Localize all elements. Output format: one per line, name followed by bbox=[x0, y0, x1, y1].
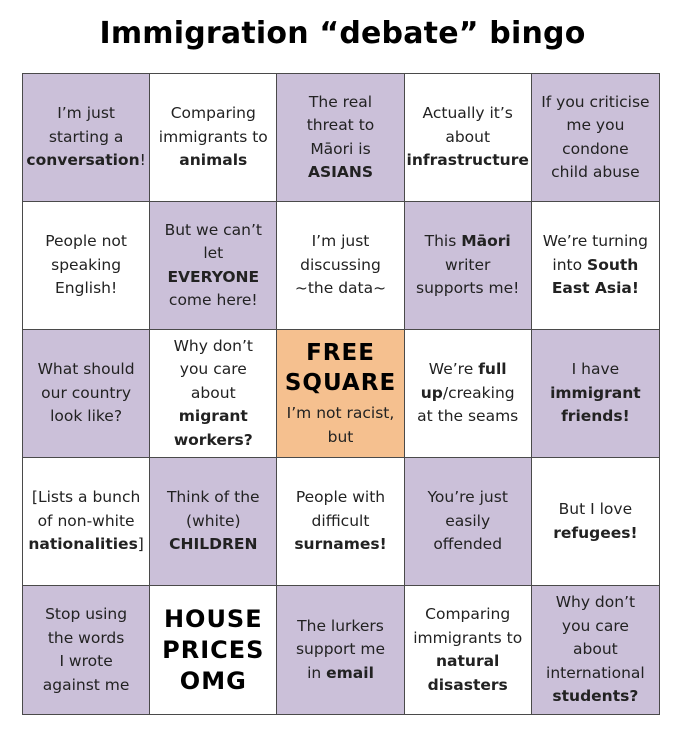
cell-text-line bbox=[551, 161, 640, 185]
cell-text: starting a bbox=[48, 127, 124, 146]
cell-text-line bbox=[191, 382, 236, 406]
cell-text: Actually it’s bbox=[422, 104, 513, 123]
cell-text: support me bbox=[295, 640, 386, 659]
cell-text: What should bbox=[37, 360, 135, 379]
cell-text-line bbox=[543, 230, 648, 254]
cell-text-line bbox=[445, 126, 490, 150]
cell-text: [Lists a bunch bbox=[31, 488, 141, 507]
cell-text: I wrote bbox=[59, 652, 113, 670]
cell-text-line bbox=[553, 522, 637, 546]
cell-text: But I love bbox=[558, 500, 633, 518]
cell-emphasis-text: Māori bbox=[461, 232, 511, 251]
cell-text-line bbox=[307, 662, 374, 686]
bingo-cell bbox=[150, 458, 277, 586]
cell-text-line bbox=[45, 603, 127, 627]
cell-emphasis-text: EVERYONE bbox=[167, 267, 260, 286]
cell-text-line bbox=[425, 603, 510, 627]
cell-text: If you criticise bbox=[541, 92, 650, 111]
cell-text-line bbox=[433, 533, 502, 557]
cell-text: I’m not racist, bbox=[286, 404, 395, 422]
cell-text-line bbox=[556, 591, 635, 615]
cell-text: We’re bbox=[428, 360, 479, 379]
cell-text: The real bbox=[308, 92, 373, 111]
bingo-cell bbox=[277, 458, 404, 586]
cell-text: discussing bbox=[300, 255, 381, 274]
cell-text-line bbox=[164, 604, 263, 635]
cell-text: let bbox=[203, 244, 224, 262]
cell-text-line bbox=[310, 138, 370, 162]
cell-text: threat to bbox=[306, 116, 375, 134]
cell-text: You’re just bbox=[427, 488, 508, 507]
cell-text-line bbox=[417, 405, 518, 429]
cell-text-line bbox=[328, 426, 354, 450]
cell-text: People not bbox=[45, 232, 127, 251]
cell-text: Why don’t bbox=[555, 593, 636, 612]
page-title: Immigration “debate” bingo bbox=[99, 16, 586, 51]
cell-text: But we can’t bbox=[164, 220, 263, 239]
cell-emphasis-text: conversation bbox=[26, 151, 140, 170]
cell-text-line bbox=[436, 650, 499, 674]
cell-text-line bbox=[573, 638, 618, 662]
cell-text-line bbox=[169, 289, 258, 313]
cell-text-line bbox=[162, 635, 264, 666]
cell-text-line bbox=[552, 254, 638, 278]
cell-text-line bbox=[55, 277, 117, 301]
cell-text-line bbox=[174, 429, 253, 453]
cell-emphasis-text: nationalities bbox=[28, 535, 138, 554]
bingo-cell bbox=[150, 586, 277, 714]
bingo-cell bbox=[277, 74, 404, 202]
cell-emphasis-text: workers? bbox=[173, 430, 253, 449]
cell-text: of non-white bbox=[37, 511, 135, 530]
bingo-cell bbox=[405, 458, 532, 586]
bingo-cell bbox=[23, 202, 150, 330]
cell-text: Māori is bbox=[310, 139, 371, 158]
cell-text: ! bbox=[139, 151, 146, 170]
cell-text: supports me! bbox=[416, 279, 520, 298]
cell-text-line bbox=[425, 230, 511, 254]
cell-text-line bbox=[309, 91, 372, 115]
cell-text-line bbox=[50, 405, 122, 429]
cell-text-line bbox=[171, 102, 256, 126]
bingo-cell bbox=[23, 586, 150, 714]
bingo-cell bbox=[532, 202, 659, 330]
cell-text-line bbox=[51, 254, 121, 278]
bingo-cell bbox=[277, 202, 404, 330]
cell-text-line bbox=[421, 382, 515, 406]
cell-text-line bbox=[312, 230, 370, 254]
cell-emphasis-text: disasters bbox=[427, 675, 508, 694]
cell-text: our country bbox=[41, 383, 132, 402]
cell-text: come here! bbox=[168, 291, 258, 309]
cell-text-line bbox=[169, 533, 257, 557]
cell-text-line bbox=[445, 510, 490, 534]
bingo-cell bbox=[532, 330, 659, 458]
cell-text-line bbox=[429, 358, 507, 382]
cell-text: at the seams bbox=[417, 407, 519, 426]
cell-text-line bbox=[423, 102, 513, 126]
cell-text: speaking bbox=[51, 255, 122, 274]
cell-emphasis-text: ASIANS bbox=[307, 163, 374, 181]
cell-text-line bbox=[294, 533, 386, 557]
cell-emphasis-text: refugees! bbox=[553, 523, 638, 542]
bingo-cell bbox=[405, 330, 532, 458]
bingo-cell bbox=[277, 586, 404, 714]
cell-emphasis-text: email bbox=[326, 663, 374, 682]
cell-text-line bbox=[32, 486, 140, 510]
cell-text: Stop using bbox=[45, 605, 128, 623]
cell-text: /creaking bbox=[442, 383, 515, 402]
cell-text: about bbox=[445, 127, 491, 146]
cell-text-line bbox=[167, 486, 260, 510]
cell-text: Comparing bbox=[425, 605, 511, 623]
cell-text: about bbox=[573, 640, 618, 659]
free-square-heading: FREE bbox=[306, 340, 375, 366]
cell-emphasis-text: immigrant bbox=[550, 383, 641, 402]
cell-text: condone bbox=[562, 139, 629, 158]
cell-text-line bbox=[546, 662, 645, 686]
cell-emphasis-text: animals bbox=[179, 151, 248, 170]
cell-text: ~the data~ bbox=[294, 279, 387, 298]
cell-text-line bbox=[562, 615, 629, 639]
bingo-cell bbox=[532, 458, 659, 586]
cell-text-line bbox=[297, 615, 384, 639]
cell-text-line bbox=[45, 230, 127, 254]
cell-text-line bbox=[572, 358, 620, 382]
cell-text-line bbox=[308, 161, 373, 185]
cell-text-line bbox=[38, 358, 135, 382]
cell-emphasis-text: full bbox=[478, 360, 507, 379]
cell-emphasis-text: up bbox=[420, 383, 443, 402]
cell-emphasis-text: surnames! bbox=[294, 535, 387, 554]
cell-text: international bbox=[546, 663, 645, 682]
cell-text-line bbox=[428, 674, 508, 698]
cell-text-line bbox=[158, 242, 268, 289]
cell-text: about bbox=[190, 383, 236, 402]
cell-text-line bbox=[407, 149, 529, 173]
cell-text: Why don’t bbox=[173, 336, 253, 355]
bingo-cell bbox=[532, 74, 659, 202]
cell-emphasis-text: East Asia! bbox=[551, 279, 639, 298]
cell-text-line bbox=[48, 627, 125, 651]
cell-text: immigrants to bbox=[158, 127, 268, 146]
cell-text: in bbox=[307, 663, 327, 682]
cell-text: easily bbox=[445, 511, 491, 530]
cell-text-line bbox=[180, 358, 247, 382]
cell-text-line bbox=[41, 382, 131, 406]
cell-emphasis-text: migrant bbox=[178, 407, 248, 426]
cell-text-line bbox=[427, 486, 507, 510]
cell-text: writer bbox=[445, 255, 491, 274]
bingo-cell bbox=[532, 586, 659, 714]
cell-text-line bbox=[300, 254, 381, 278]
cell-text: HOUSE bbox=[163, 604, 263, 633]
cell-emphasis-text: CHILDREN bbox=[169, 535, 258, 554]
bingo-cell bbox=[23, 458, 150, 586]
cell-text: against me bbox=[42, 675, 130, 694]
cell-emphasis-text: natural bbox=[436, 652, 500, 670]
bingo-cell bbox=[23, 330, 150, 458]
cell-text-line bbox=[180, 666, 247, 697]
cell-text-line bbox=[287, 402, 395, 426]
cell-text-line bbox=[174, 335, 253, 359]
cell-text: you care bbox=[179, 360, 247, 379]
cell-text: The lurkers bbox=[297, 616, 384, 635]
bingo-cell bbox=[23, 74, 150, 202]
cell-text: Comparing bbox=[170, 104, 256, 123]
cell-text-line bbox=[541, 91, 649, 115]
cell-text: offended bbox=[433, 535, 503, 554]
cell-text: People with bbox=[295, 488, 386, 507]
cell-emphasis-text: South bbox=[587, 255, 639, 274]
cell-text: (white) bbox=[186, 511, 241, 530]
cell-text: but bbox=[327, 427, 354, 446]
cell-text: look like? bbox=[50, 407, 123, 426]
cell-text-line bbox=[566, 114, 624, 138]
cell-emphasis-text: friends! bbox=[561, 407, 630, 426]
cell-text: immigrants to bbox=[413, 628, 523, 647]
cell-text-line bbox=[165, 219, 262, 243]
cell-text-line bbox=[43, 674, 130, 698]
cell-text: ] bbox=[137, 535, 144, 554]
cell-text-line bbox=[28, 533, 144, 557]
cell-text-line bbox=[295, 277, 386, 301]
cell-text: the words bbox=[47, 628, 125, 647]
cell-text-line bbox=[186, 510, 241, 534]
cell-text-line bbox=[49, 126, 124, 150]
cell-text: PRICES bbox=[162, 635, 265, 664]
cell-text-line bbox=[59, 650, 112, 674]
cell-text-line bbox=[552, 277, 639, 301]
cell-text-line bbox=[307, 114, 375, 138]
bingo-cell bbox=[150, 330, 277, 458]
cell-text: Think of the bbox=[166, 488, 260, 507]
cell-text-line bbox=[26, 149, 145, 173]
bingo-cell bbox=[150, 202, 277, 330]
cell-emphasis-text: infrastructure bbox=[406, 151, 529, 170]
cell-text-line bbox=[179, 149, 247, 173]
cell-text-line bbox=[562, 138, 629, 162]
cell-text-line bbox=[552, 685, 638, 709]
cell-emphasis-text: students? bbox=[552, 687, 639, 706]
cell-text-line bbox=[413, 627, 522, 651]
cell-text-line bbox=[159, 126, 268, 150]
cell-text-line bbox=[57, 102, 115, 126]
cell-text-line bbox=[416, 277, 519, 301]
cell-text-line bbox=[559, 498, 632, 522]
cell-text-line bbox=[445, 254, 490, 278]
bingo-cell bbox=[277, 330, 404, 458]
bingo-cell bbox=[405, 586, 532, 714]
bingo-cell bbox=[405, 202, 532, 330]
cell-text-line bbox=[312, 510, 370, 534]
cell-text: We’re turning bbox=[542, 232, 648, 251]
cell-text: child abuse bbox=[551, 163, 640, 181]
cell-text: I’m just bbox=[57, 104, 115, 123]
bingo-board bbox=[22, 73, 660, 715]
cell-text: This bbox=[424, 232, 462, 251]
cell-text: difficult bbox=[311, 511, 370, 530]
cell-text: I’m just bbox=[311, 232, 370, 251]
bingo-cell bbox=[405, 74, 532, 202]
cell-text: me you bbox=[566, 116, 625, 134]
cell-text: OMG bbox=[179, 666, 247, 695]
cell-text-line bbox=[561, 405, 630, 429]
cell-text-line bbox=[38, 510, 135, 534]
cell-text-line bbox=[179, 405, 248, 429]
cell-text: into bbox=[552, 255, 588, 274]
cell-text-line bbox=[550, 382, 641, 406]
cell-text-line bbox=[296, 638, 385, 662]
cell-text: English! bbox=[55, 279, 118, 298]
cell-text: I have bbox=[571, 360, 620, 379]
cell-text-line bbox=[296, 486, 385, 510]
bingo-cell bbox=[150, 74, 277, 202]
cell-text: you care bbox=[561, 616, 629, 635]
free-square-heading: SQUARE bbox=[284, 370, 397, 396]
